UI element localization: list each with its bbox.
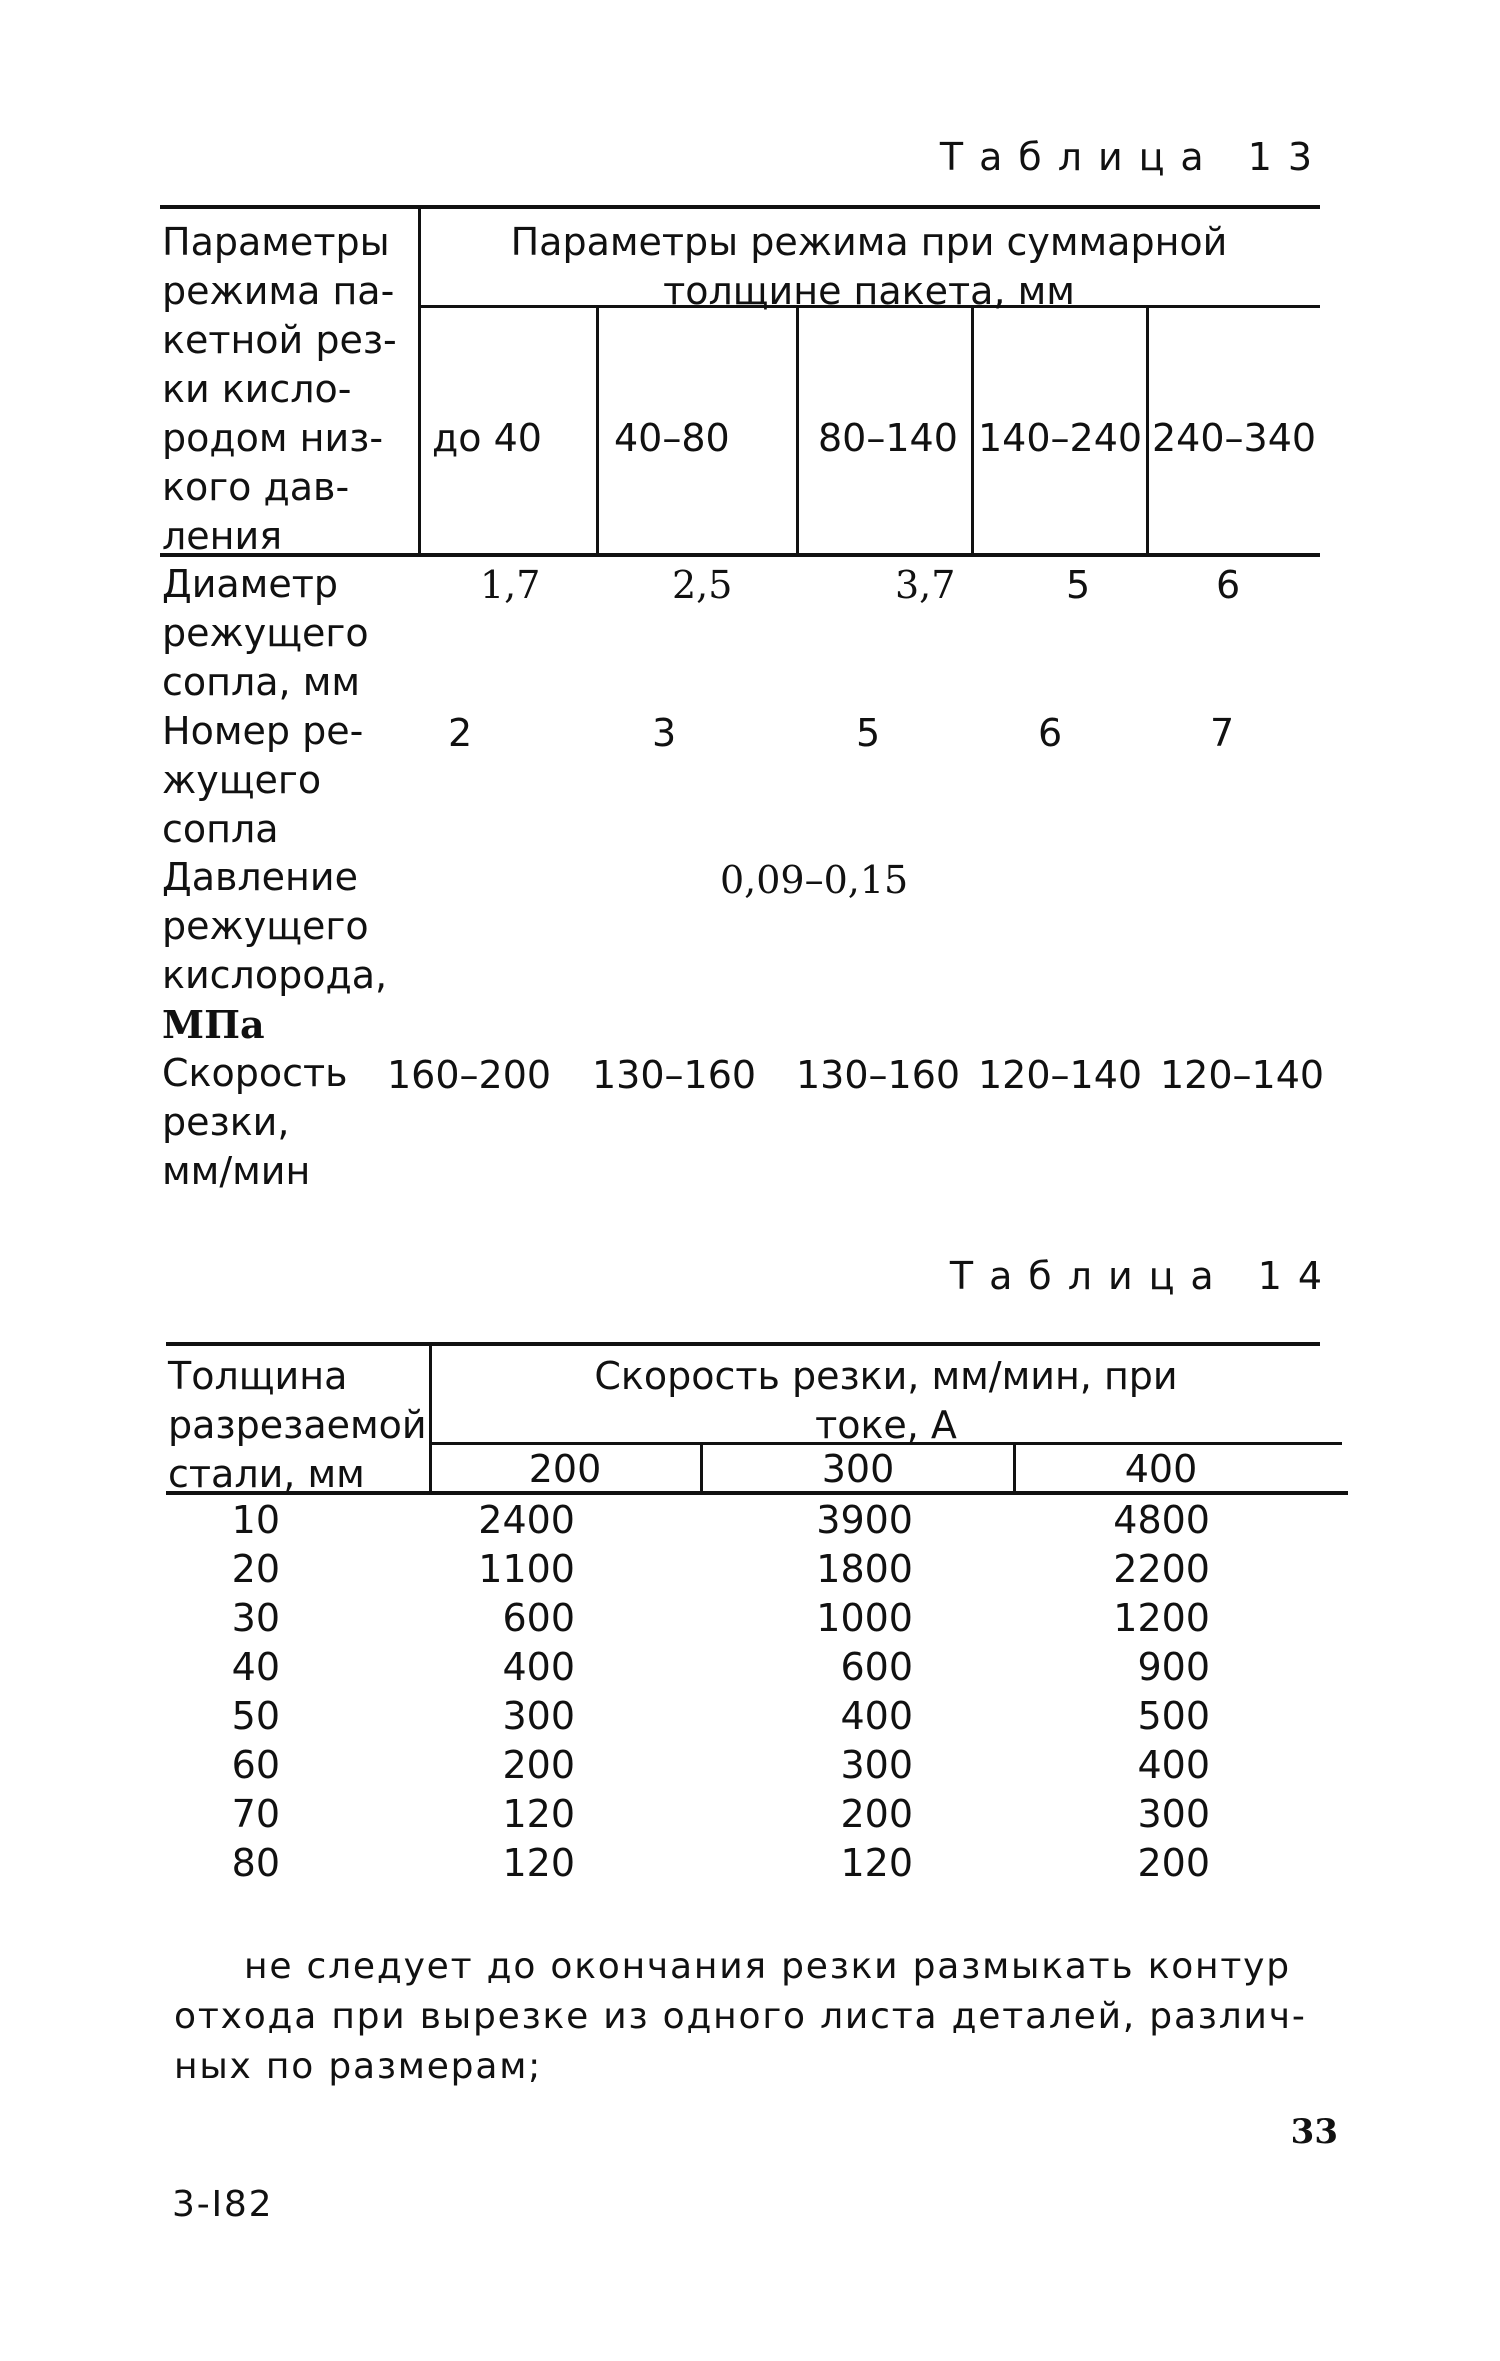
- table13-top-rule: [160, 205, 1320, 209]
- table13-cell: 7: [1210, 711, 1235, 755]
- table13-row-label: Скорость резки, мм/мин: [162, 1051, 348, 1193]
- table13-column-header: 240–340: [1152, 416, 1317, 460]
- table13-row-label: Давление режущего кислорода, МПа: [162, 855, 388, 1047]
- table14-column-header: 400: [1124, 1447, 1198, 1491]
- speed-cell: 120: [502, 1841, 575, 1885]
- speed-cell: 600: [502, 1596, 575, 1640]
- table13-cell: 160–200: [387, 1053, 552, 1097]
- speed-cell: 400: [840, 1694, 913, 1738]
- speed-cell: 1000: [816, 1596, 913, 1640]
- speed-cell: 200: [1137, 1841, 1210, 1885]
- speed-cell: 2200: [1113, 1547, 1210, 1591]
- table13-column-header: до 40: [432, 416, 542, 460]
- table13-cell: 5: [1066, 563, 1091, 607]
- table14-column-header: 300: [821, 1447, 895, 1491]
- speed-cell: 300: [502, 1694, 575, 1738]
- table13-column-header: 80–140: [818, 416, 958, 460]
- body-paragraph: не следует до окончания резки размыкать контур отхода при вырезке из одного листа деталей, различ- ных по размерам;: [174, 1946, 1307, 2087]
- table13-cell: 130–160: [592, 1053, 757, 1097]
- speed-cell: 600: [840, 1645, 913, 1689]
- table13-cell: 2,5: [672, 563, 733, 607]
- thickness-cell: 10: [231, 1498, 280, 1542]
- table14-caption: Таблица 14: [949, 1254, 1338, 1298]
- table14-corner-header: Толщина разрезаемой стали, мм: [168, 1354, 427, 1496]
- table13-cell: 3: [652, 711, 677, 755]
- table13-cell: 130–160: [796, 1053, 961, 1097]
- table13-corner-header: Параметры режима па- кетной рез- ки кисло- родом низ- кого дав- ления: [162, 220, 397, 558]
- table14-group-header: Скорость резки, мм/мин, при токе, А: [594, 1354, 1178, 1447]
- thickness-cell: 80: [231, 1841, 280, 1885]
- table13-divider: [596, 307, 599, 553]
- thickness-cell: 40: [231, 1645, 280, 1689]
- speed-cell: 400: [502, 1645, 575, 1689]
- speed-cell: 500: [1137, 1694, 1210, 1738]
- table13-cell: 6: [1216, 563, 1241, 607]
- speed-cell: 2400: [478, 1498, 575, 1542]
- table13-row-label: Диаметр режущего сопла, мм: [162, 562, 369, 704]
- table13-cell: 2: [448, 711, 473, 755]
- speed-cell: 1100: [478, 1547, 575, 1591]
- table13-divider: [971, 307, 974, 553]
- table13-cell: 1,7: [480, 563, 541, 607]
- thickness-cell: 50: [231, 1694, 280, 1738]
- table13-cell: 5: [856, 711, 881, 755]
- speed-cell: 1800: [816, 1547, 913, 1591]
- speed-cell: 3900: [816, 1498, 913, 1542]
- table13-divider: [1146, 307, 1149, 553]
- table13-divider: [796, 307, 799, 553]
- thickness-cell: 30: [231, 1596, 280, 1640]
- thickness-cell: 70: [231, 1792, 280, 1836]
- page-number: 33: [1290, 2112, 1338, 2152]
- speed-cell: 200: [502, 1743, 575, 1787]
- thickness-cell: 20: [231, 1547, 280, 1591]
- speed-cell: 4800: [1113, 1498, 1210, 1542]
- speed-cell: 200: [840, 1792, 913, 1836]
- speed-cell: 900: [1137, 1645, 1210, 1689]
- table13-cell: 3,7: [895, 563, 956, 607]
- table13-column-header: 40–80: [614, 416, 730, 460]
- table13-cell: 6: [1038, 711, 1063, 755]
- table13-cell: 120–140: [978, 1053, 1143, 1097]
- table13-row-label: Номер ре- жущего сопла: [162, 709, 364, 851]
- table13-merged-cell: 0,09–0,15: [720, 858, 909, 902]
- table13-cell: 120–140: [1160, 1053, 1325, 1097]
- speed-cell: 300: [840, 1743, 913, 1787]
- speed-cell: 300: [1137, 1792, 1210, 1836]
- table14-column-header: 200: [528, 1447, 602, 1491]
- speed-cell: 120: [840, 1841, 913, 1885]
- table14-top-rule: [166, 1342, 1320, 1346]
- speed-cell: 1200: [1113, 1596, 1210, 1640]
- table13-group-header: Параметры режима при суммарной толщине пакета, мм: [510, 220, 1228, 313]
- table13-column-header: 140–240: [978, 416, 1143, 460]
- speed-cell: 120: [502, 1792, 575, 1836]
- speed-cell: 400: [1137, 1743, 1210, 1787]
- thickness-cell: 60: [231, 1743, 280, 1787]
- table13-caption: Таблица 13: [939, 135, 1328, 179]
- footer-code: 3-I82: [172, 2184, 274, 2225]
